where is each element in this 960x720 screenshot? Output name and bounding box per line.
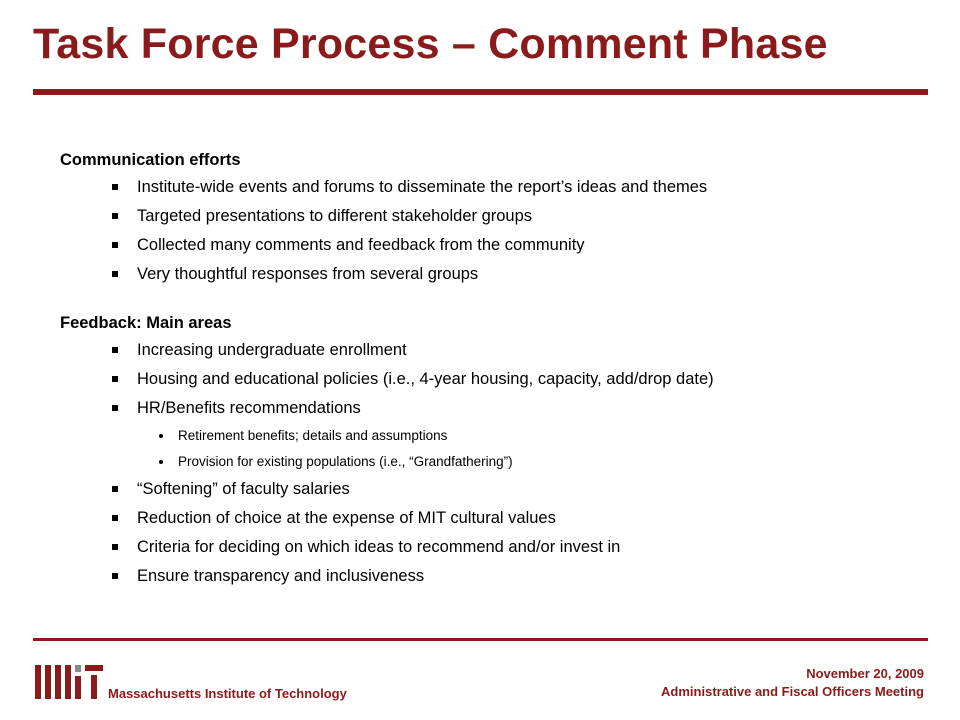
square-bullet-icon xyxy=(112,544,118,550)
list-item-text: “Softening” of faculty salaries xyxy=(137,480,350,498)
square-bullet-icon xyxy=(112,515,118,521)
list-item xyxy=(60,508,920,529)
list-item-text: Ensure transparency and inclusiveness xyxy=(137,567,425,585)
list-item xyxy=(60,537,920,558)
list-item xyxy=(60,369,920,390)
sub-list-item xyxy=(60,427,920,445)
list-item-text: Criteria for deciding on which ideas to recommend and/or invest in xyxy=(137,538,621,556)
section-heading-communication: Communication efforts xyxy=(60,151,241,169)
institution-name: Massachusetts Institute of Technology xyxy=(108,686,347,701)
slide-title: Task Force Process – Comment Phase xyxy=(33,20,828,68)
meeting-date: November 20, 2009 xyxy=(806,666,924,681)
list-item xyxy=(60,566,920,587)
list-item xyxy=(60,177,920,198)
square-bullet-icon xyxy=(112,242,118,248)
square-bullet-icon xyxy=(112,213,118,219)
list-item-text: Increasing undergraduate enrollment xyxy=(137,341,407,359)
list-item-text: Housing and educational policies (i.e., 4-year housing, capacity, add/drop date) xyxy=(137,370,714,388)
square-bullet-icon xyxy=(112,405,118,411)
square-bullet-icon xyxy=(112,184,118,190)
square-bullet-icon xyxy=(112,271,118,277)
list-item-text: Targeted presentations to different stakeholder groups xyxy=(137,207,533,225)
title-divider xyxy=(33,89,928,95)
section-heading-feedback: Feedback: Main areas xyxy=(60,314,232,332)
list-item xyxy=(60,206,920,227)
square-bullet-icon xyxy=(112,376,118,382)
list-item xyxy=(60,235,920,256)
footer-divider xyxy=(33,638,928,641)
list-item xyxy=(60,479,920,500)
round-bullet-icon xyxy=(159,460,163,464)
list-item-text: Institute-wide events and forums to disseminate the report’s ideas and themes xyxy=(137,178,708,196)
slide-body xyxy=(60,149,920,587)
square-bullet-icon xyxy=(112,573,118,579)
list-item xyxy=(60,340,920,361)
mit-logo-icon xyxy=(35,665,103,699)
list-item-text: Collected many comments and feedback from the community xyxy=(137,236,585,254)
sub-list-item-text: Retirement benefits; details and assumptions xyxy=(178,428,448,443)
list-item-text: Very thoughtful responses from several groups xyxy=(137,265,479,283)
meeting-name: Administrative and Fiscal Officers Meeting xyxy=(661,684,924,699)
footer-meta xyxy=(661,665,924,701)
list-item xyxy=(60,398,920,419)
list-item-text: Reduction of choice at the expense of MIT cultural values xyxy=(137,509,556,527)
list-item-text: HR/Benefits recommendations xyxy=(137,399,361,417)
round-bullet-icon xyxy=(159,434,163,438)
square-bullet-icon xyxy=(112,347,118,353)
sub-list-item-text: Provision for existing populations (i.e., “Grandfathering”) xyxy=(178,454,513,469)
square-bullet-icon xyxy=(112,486,118,492)
list-item xyxy=(60,264,920,285)
sub-list-item xyxy=(60,453,920,471)
